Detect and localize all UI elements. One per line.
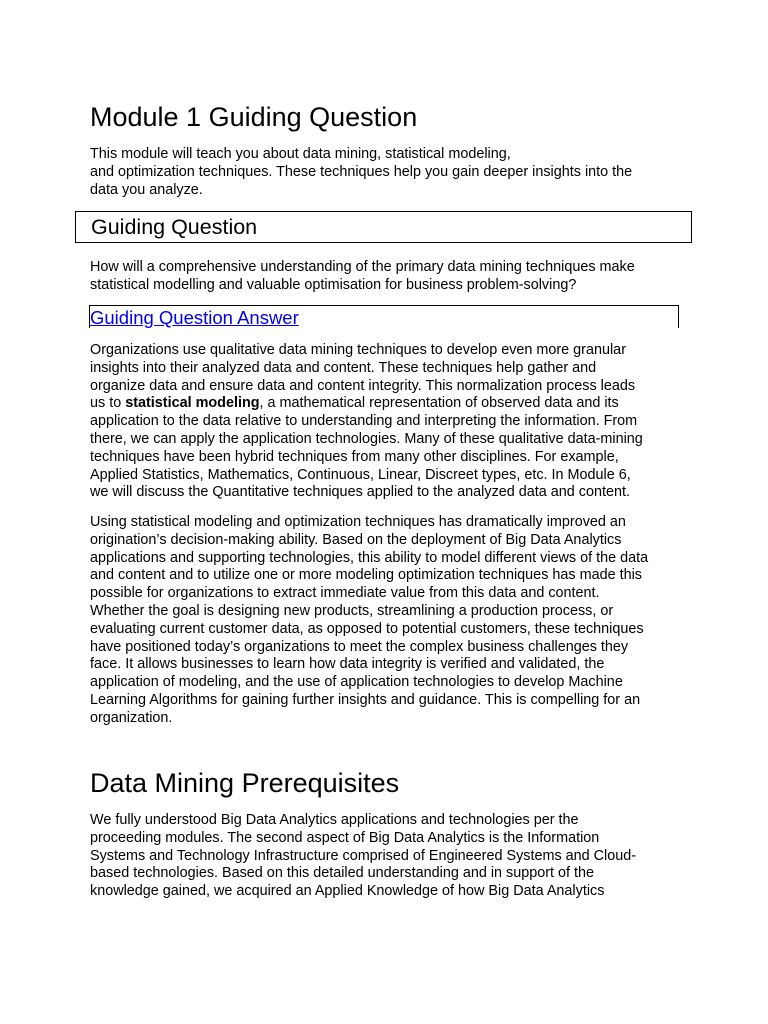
text-line [90,395,690,413]
guiding-question-heading-box [75,211,692,243]
text-line: organize data and ensure data and content integrity. This normalization process leads [90,377,636,394]
prerequisites-paragraph [90,812,690,901]
text-line: face. It allows businesses to learn how data integrity is verified and validated, the [90,656,605,673]
text-line: evaluating current customer data, as opposed to potential customers, these techniques [90,620,644,637]
text-line: Applied Statistics, Mathematics, Continuous, Linear, Discreet types, etc. In Module 6, [90,466,631,483]
text-line: based technologies. Based on this detailed understanding and in support of the [90,865,595,882]
bold-term: statistical modeling [125,395,260,412]
text-line: there, we can apply the application technologies. Many of these qualitative data-mining [90,430,643,447]
text-line: knowledge gained, we acquired an Applied Knowledge of how Big Data Analytics [90,883,605,900]
text-line: and content and to utilize one or more modeling optimization techniques has made this [90,567,642,584]
text-line: insights into their analyzed data and content. These techniques help gather and [90,359,597,376]
guiding-question-heading: Guiding Question [91,215,258,239]
guiding-question-text [90,259,690,295]
text-line: application to the data relative to understanding and interpreting the information. From [90,413,638,430]
prerequisites-heading: Data Mining Prerequisites [90,768,400,798]
intro-paragraph [90,146,690,199]
text-line: origination’s decision-making ability. Based on the deployment of Big Data Analytics [90,531,622,548]
text-line: We fully understood Big Data Analytics applications and technologies per the [90,812,579,828]
text-line: Organizations use qualitative data mining techniques to develop even more granular [90,342,626,358]
text-line: and optimization techniques. These techniques help you gain deeper insights into the [90,163,633,180]
text-line: Systems and Technology Infrastructure comprised of Engineered Systems and Cloud- [90,847,637,864]
module-title: Module 1 Guiding Question [90,102,418,132]
text-line: This module will teach you about data mining, statistical modeling, [90,146,511,162]
text-line: have positioned today’s organizations to meet the complex business challenges they [90,638,629,655]
text-line: Learning Algorithms for gaining further insights and guidance. This is compelling for an [90,691,641,708]
text-run: , a mathematical representation of observed data and its [259,395,619,412]
guiding-question-answer-link[interactable]: Guiding Question Answer [90,307,299,328]
text-line: techniques have been hybrid techniques from many other disciplines. For example, [90,448,619,465]
text-line: possible for organizations to extract immediate value from this data and content. [90,585,600,602]
text-line: application of modeling, and the use of application technologies to develop Machine [90,674,623,691]
text-line: How will a comprehensive understanding of the primary data mining techniques make [90,259,635,275]
text-line: data you analyze. [90,181,203,198]
answer-heading-box [89,305,679,328]
answer-paragraph-2 [90,514,690,728]
text-line: statistical modelling and valuable optimisation for business problem-solving? [90,276,577,293]
text-line: organization. [90,709,173,726]
text-line: Whether the goal is designing new products, streamlining a production process, or [90,602,614,619]
text-line: applications and supporting technologies, this ability to model different views of the data [90,549,649,566]
text-line: Using statistical modeling and optimization techniques has dramatically improved an [90,514,626,530]
text-run: us to [90,395,126,412]
text-line: we will discuss the Quantitative techniques applied to the analyzed data and content. [90,484,630,501]
answer-paragraph-1 [90,342,690,502]
text-line: proceeding modules. The second aspect of Big Data Analytics is the Information [90,829,600,846]
